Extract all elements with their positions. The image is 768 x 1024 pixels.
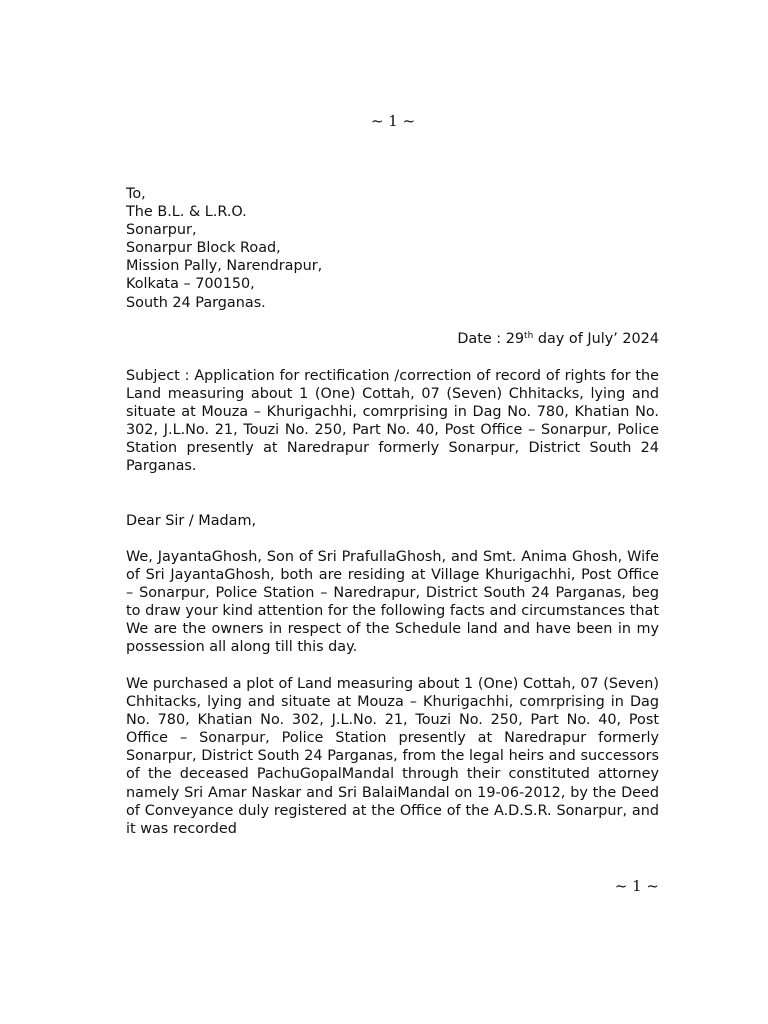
address-line: Mission Pally, Narendrapur, xyxy=(126,258,323,275)
address-line: The B.L. & L.R.O. xyxy=(126,204,247,221)
recipient-address-block xyxy=(126,185,659,312)
date-rest: day of July’ 2024 xyxy=(533,331,659,347)
letter-date xyxy=(126,330,659,348)
address-line: South 24 Parganas. xyxy=(126,294,266,311)
body-paragraph: We, JayantaGhosh, Son of Sri PrafullaGhosh, and Smt. Anima Ghosh, Wife of Sri JayantaGhosh, both are residing at Village Khurigachhi, Post Office – Sonarpur, Police Station – Naredrapur, District South 24 Parganas, beg to draw your kind attention for the following facts and circumstances that We are the owners in respect of the Schedule land and have been in my possession all along till this day. xyxy=(126,549,659,656)
address-line: Sonarpur Block Road, xyxy=(126,240,281,257)
address-line: To, xyxy=(126,186,146,202)
address-line: Kolkata – 700150, xyxy=(126,276,255,293)
salutation: Dear Sir / Madam, xyxy=(126,513,257,529)
body-paragraph: We purchased a plot of Land measuring about 1 (One) Cottah, 07 (Seven) Chhitacks, lying and situate at Mouza – Khurigachhi, comrprising in Dag No. 780, Khatian No. 302, J.L.No. 21, Touzi No. 250, Part No. 40, Post Office – Sonarpur, Police Station presently at Naredrapur formerly Sonarpur, District South 24 Parganas, from the legal heirs and successors of the deceased PachuGopalMandal through their constituted attorney namely Sri Amar Naskar and Sri BalaiMandal on 19-06-2012, by the Deed of Conveyance duly registered at the Office of the A.D.S.R. Sonarpur, and it was recorded xyxy=(126,676,659,837)
subject-line: Subject : Application for rectification /correction of record of rights for the Land measuring about 1 (One) Cottah, 07 (Seven) Chhitacks, lying and situate at Mouza – Khurigachhi, comrprising in Dag No. 780, Khatian No. 302, J.L.No. 21, Touzi No. 250, Part No. 40, Post Office – Sonarpur, Police Station presently at Naredrapur formerly Sonarpur, District South 24 Parganas. xyxy=(126,368,659,475)
date-prefix: Date : 29 xyxy=(457,331,525,347)
date-ordinal-suffix: th xyxy=(524,331,534,341)
address-line: Sonarpur, xyxy=(126,222,197,239)
footer-page-number: ~ 1 ~ xyxy=(614,877,659,895)
header-page-number: ~ 1 ~ xyxy=(370,112,416,130)
